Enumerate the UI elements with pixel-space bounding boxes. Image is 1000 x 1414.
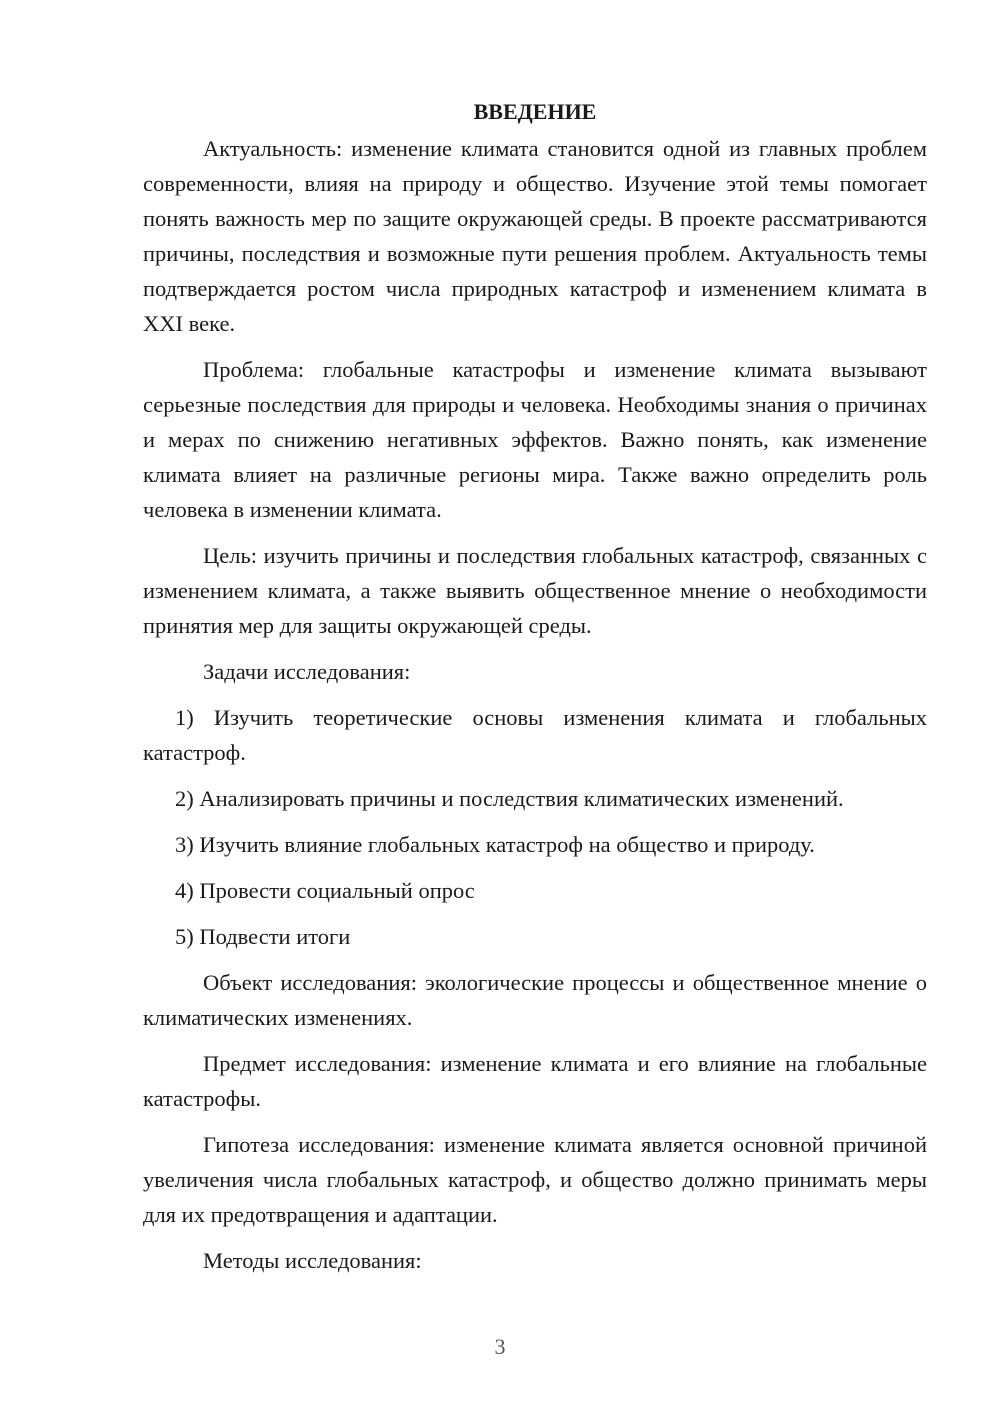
page-number: 3: [494, 1334, 506, 1359]
paragraph-goal: Цель: изучить причины и последствия глобальных катастроф, связанных с изменением климата, а также выявить общественное мнение о необходимости принятия мер для защиты окружающей среды.: [143, 543, 927, 638]
task-item-1: 1) Изучить теоретические основы изменения климата и глобальных катастроф.: [143, 705, 927, 765]
paragraph-relevance: Актуальность: изменение климата становится одной из главных проблем современности, влияя на природу и общество. Изучение этой темы помогает понять важность мер по защите окружающей среды. В проекте рассматриваются причины, последствия и возможные пути решения проблем. Актуальность темы подтверждается ростом числа природных катастроф и изменением климата в XXI веке.: [143, 136, 927, 336]
paragraph-object: Объект исследования: экологические процессы и общественное мнение о климатических изменениях.: [143, 970, 927, 1030]
task-item-3: 3) Изучить влияние глобальных катастроф на общество и природу.: [175, 832, 815, 857]
task-item-4: 4) Провести социальный опрос: [175, 878, 475, 903]
page-content: [143, 94, 927, 1289]
task-item-2: 2) Анализировать причины и последствия климатических изменений.: [175, 786, 844, 811]
paragraph-tasks-intro: Задачи исследования:: [203, 659, 411, 684]
task-item-5: 5) Подвести итоги: [175, 924, 351, 949]
paragraph-hypothesis: Гипотеза исследования: изменение климата является основной причиной увеличения числа глобальных катастроф, и общество должно принимать меры для их предотвращения и адаптации.: [143, 1132, 927, 1227]
paragraph-subject: Предмет исследования: изменение климата и его влияние на глобальные катастрофы.: [143, 1051, 927, 1111]
paragraph-problem: Проблема: глобальные катастрофы и изменение климата вызывают серьезные последствия для природы и человека. Необходимы знания о причинах и мерах по снижению негативных эффектов. Важно понять, как изменение климата влияет на различные регионы мира. Также важно определить роль человека в изменении климата.: [143, 357, 927, 522]
section-heading: ВВЕДЕНИЕ: [473, 99, 597, 124]
paragraph-methods: Методы исследования:: [203, 1248, 422, 1273]
